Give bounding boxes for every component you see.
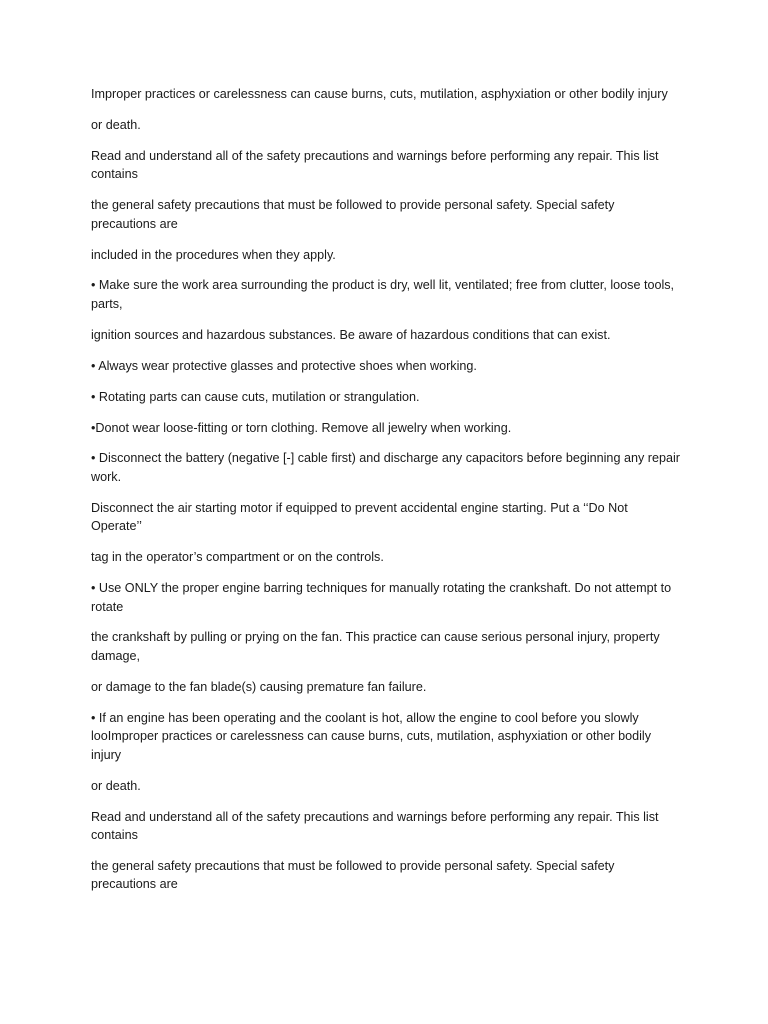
paragraph: Read and understand all of the safety precautions and warnings before performing any repair. This list contains <box>91 809 659 843</box>
paragraph: tag in the operator’s compartment or on the controls. <box>91 550 384 565</box>
document-body <box>91 85 681 906</box>
paragraph: included in the procedures when they apply. <box>91 247 336 262</box>
paragraph: or death. <box>91 117 141 132</box>
paragraph: or death. <box>91 778 141 793</box>
bullet-item: • Disconnect the battery (negative [-] cable first) and discharge any capacitors before beginning any repair work. <box>91 451 680 484</box>
paragraph: ignition sources and hazardous substances. Be aware of hazardous conditions that can exist. <box>91 327 611 342</box>
bullet-item: • Use ONLY the proper engine barring techniques for manually rotating the crankshaft. Do not attempt to rotate <box>91 581 672 614</box>
bullet-item: • Make sure the work area surrounding the product is dry, well lit, ventilated; free from clutter, loose tools, parts, <box>91 278 675 311</box>
paragraph: Improper practices or carelessness can cause burns, cuts, mutilation, asphyxiation or other bodily injury <box>91 87 668 101</box>
paragraph: Read and understand all of the safety precautions and warnings before performing any repair. This list contains <box>91 148 659 182</box>
bullet-item: • Rotating parts can cause cuts, mutilation or strangulation. <box>91 389 420 404</box>
bullet-item: • If an engine has been operating and the coolant is hot, allow the engine to cool before you slowly looImproper practices or carelessness can cause burns, cuts, mutilation, asphyxiation or other bodily injury <box>91 710 651 762</box>
bullet-item: • Always wear protective glasses and protective shoes when working. <box>91 358 477 373</box>
paragraph: Disconnect the air starting motor if equipped to prevent accidental engine starting. Put a ‘‘Do Not Operate’’ <box>91 500 628 534</box>
paragraph: the general safety precautions that must be followed to provide personal safety. Special safety precautions are <box>91 858 615 892</box>
paragraph: or damage to the fan blade(s) causing premature fan failure. <box>91 679 427 694</box>
paragraph: the crankshaft by pulling or prying on the fan. This practice can cause serious personal injury, property damage, <box>91 630 660 663</box>
bullet-item: •Donot wear loose-fitting or torn clothing. Remove all jewelry when working. <box>91 420 512 435</box>
paragraph: the general safety precautions that must be followed to provide personal safety. Special safety precautions are <box>91 198 615 231</box>
